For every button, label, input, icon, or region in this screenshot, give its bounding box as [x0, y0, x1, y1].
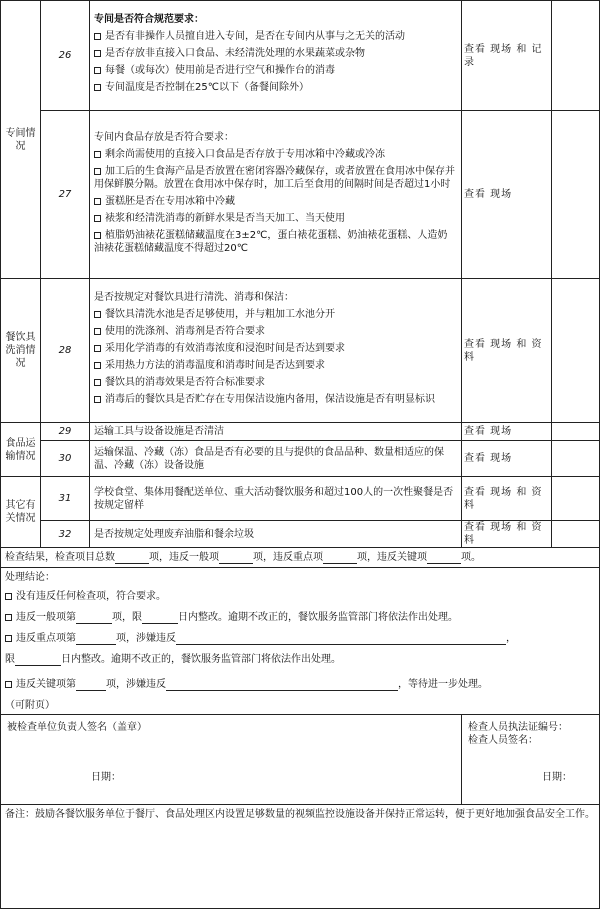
- category-zhuanjian: 专间情况: [1, 1, 41, 279]
- check-item[interactable]: 采用化学消毒的有效消毒浓度和浸泡时间是否达到要求: [94, 342, 457, 355]
- inspector-cert-label: 检查人员执法证编号：: [468, 722, 568, 733]
- category-qita: 其它有关情况: [1, 477, 41, 548]
- category-canyinju: 餐饮具洗消情况: [1, 279, 41, 423]
- row-30: [1, 441, 600, 477]
- item-number-field[interactable]: [76, 633, 116, 645]
- requirement-heading: 专间是否符合规范要求：: [94, 14, 204, 25]
- check-item[interactable]: 餐饮具的消毒效果是否符合标准要求: [94, 376, 457, 389]
- check-method: 查看 现场: [462, 423, 552, 441]
- check-item[interactable]: 专间温度是否控制在25℃以下（备餐间除外）: [94, 81, 457, 94]
- conclusion-option-2[interactable]: 违反一般项第 项，限 日内整改。逾期不改正的，餐饮服务监管部门将依法作出处理。: [5, 611, 595, 624]
- checkbox[interactable]: [94, 84, 101, 91]
- requirement-cell: [90, 1, 462, 111]
- item-number: 29: [41, 423, 90, 441]
- result-summary: 检查结果，检查项目总数 项，违反一般项 项，违反重点项 项，违反关键项 项。: [1, 548, 600, 568]
- total-count-field[interactable]: [115, 552, 149, 564]
- conclusion-option-1[interactable]: 没有违反任何检查项，符合要求。: [5, 590, 595, 603]
- checkbox[interactable]: [5, 593, 12, 600]
- key-point-count-field[interactable]: [323, 552, 357, 564]
- check-item[interactable]: 使用的洗涤剂、消毒剂是否符合要求: [94, 325, 457, 338]
- check-item[interactable]: 剩余尚需使用的直接入口食品是否存放于专用冰箱中冷藏或冷冻: [94, 148, 457, 161]
- check-item[interactable]: 消毒后的餐饮具是否贮存在专用保洁设施内备用，保洁设施是否有明显标识: [94, 393, 457, 406]
- checkbox[interactable]: [94, 232, 101, 239]
- result-cell[interactable]: [552, 521, 600, 548]
- result-cell[interactable]: [552, 441, 600, 477]
- row-27: [1, 111, 600, 279]
- check-item[interactable]: 植脂奶油裱花蛋糕储藏温度在3±2℃，蛋白裱花蛋糕、奶油裱花蛋糕、人造奶油裱花蛋糕储藏温度不得超过20℃: [94, 229, 448, 254]
- checkbox[interactable]: [94, 67, 101, 74]
- checkbox[interactable]: [94, 50, 101, 57]
- row-29: [1, 423, 600, 441]
- conclusion-option-4[interactable]: 违反关键项第 项，涉嫌违反 ，等待进一步处理。: [5, 678, 595, 691]
- note-row: [1, 805, 600, 909]
- inspected-unit-signature[interactable]: [1, 715, 462, 805]
- check-item[interactable]: 加工后的生食海产品是否放置在密闭容器冷藏保存，或者放置在食用冰中保存并用保鲜膜分隔。放置在食用冰中保存时，加工后至食用的间隔时间是否超过1小时: [94, 165, 455, 190]
- check-item[interactable]: 蛋糕胚是否在专用冰箱中冷藏: [94, 195, 457, 208]
- check-item[interactable]: 裱浆和经清洗消毒的新鲜水果是否当天加工、当天使用: [94, 212, 457, 225]
- result-cell[interactable]: [552, 1, 600, 111]
- conclusion-title: 处理结论：: [5, 572, 55, 583]
- checkbox[interactable]: [5, 635, 12, 642]
- regulation-field[interactable]: [176, 633, 506, 645]
- requirement-text: 运输工具与设备设施是否清洁: [90, 423, 462, 441]
- result-cell[interactable]: [552, 477, 600, 521]
- general-count-field[interactable]: [219, 552, 253, 564]
- item-number-field[interactable]: [76, 679, 106, 691]
- inspected-unit-label: 被检查单位负责人签名（盖章）: [7, 722, 147, 733]
- requirement-text: 运输保温、冷藏（冻）食品是否有必要的且与提供的食品品种、数量相适应的保温、冷藏（冻）设备设施: [90, 441, 462, 477]
- result-cell[interactable]: [552, 423, 600, 441]
- checkbox[interactable]: [94, 379, 101, 386]
- days-field[interactable]: [142, 612, 178, 624]
- check-method: 查看 现场 和 资料: [462, 521, 552, 548]
- requirement-heading: 专间内食品存放是否符合要求：: [94, 131, 234, 143]
- inspector-date: 日期：: [542, 772, 572, 783]
- result-summary-row: [1, 548, 600, 568]
- check-method: 查看 现场 和 资料: [462, 477, 552, 521]
- checkbox[interactable]: [94, 33, 101, 40]
- item-number-field[interactable]: [76, 612, 112, 624]
- row-31: [1, 477, 600, 521]
- row-26: [1, 1, 600, 111]
- checkbox[interactable]: [94, 362, 101, 369]
- row-32: [1, 521, 600, 548]
- signature-row: [1, 715, 600, 805]
- requirement-text: 学校食堂、集体用餐配送单位、重大活动餐饮服务和超过100人的一次性聚餐是否按规定留样: [90, 477, 462, 521]
- check-item[interactable]: 每餐（或每次）使用前是否进行空气和操作台的消毒: [94, 64, 457, 77]
- requirement-heading: 是否按规定对餐饮具进行清洗、消毒和保洁：: [94, 292, 294, 303]
- check-item[interactable]: 餐饮具清洗水池是否足够使用，并与粗加工水池分开: [94, 308, 457, 321]
- item-number: 28: [41, 279, 90, 423]
- conclusion-row: [1, 568, 600, 715]
- check-item[interactable]: 采用热力方法的消毒温度和消毒时间是否达到要求: [94, 359, 457, 372]
- requirement-cell: [90, 279, 462, 423]
- checkbox[interactable]: [94, 396, 101, 403]
- result-cell[interactable]: [552, 111, 600, 279]
- item-number: 27: [41, 111, 90, 279]
- inspector-signature[interactable]: [462, 715, 600, 805]
- checkbox[interactable]: [94, 215, 101, 222]
- conclusion-block: [1, 568, 600, 715]
- item-number: 31: [41, 477, 90, 521]
- check-method: 查看 现场 和 资料: [462, 279, 552, 423]
- attachment-note: （可附页）: [5, 700, 55, 711]
- check-item[interactable]: 是否存放非直接入口食品、未经清洗处理的水果蔬菜或杂物: [94, 47, 457, 60]
- check-method: 查看 现场: [462, 111, 552, 279]
- checkbox[interactable]: [94, 168, 101, 175]
- checkbox[interactable]: [5, 614, 12, 621]
- item-number: 30: [41, 441, 90, 477]
- item-number: 32: [41, 521, 90, 548]
- regulation-field[interactable]: [166, 679, 398, 691]
- category-shipin: 食品运输情况: [1, 423, 41, 477]
- check-method: 查看 现场: [462, 441, 552, 477]
- remarks: 备注：鼓励各餐饮服务单位于餐厅、食品处理区内设置足够数量的视频监控设施设备并保持正常运转，便于更好地加强食品安全工作。: [1, 805, 600, 909]
- check-item[interactable]: 是否有非操作人员擅自进入专间，是否在专间内从事与之无关的活动: [94, 30, 457, 43]
- item-number: 26: [41, 1, 90, 111]
- row-28: [1, 279, 600, 423]
- result-cell[interactable]: [552, 279, 600, 423]
- requirement-cell: [90, 111, 462, 279]
- checkbox[interactable]: [94, 311, 101, 318]
- checkbox[interactable]: [94, 328, 101, 335]
- inspected-unit-date: 日期：: [91, 772, 121, 783]
- checkbox[interactable]: [94, 345, 101, 352]
- check-method: 查看 现场 和 记录: [462, 1, 552, 111]
- critical-count-field[interactable]: [427, 552, 461, 564]
- days-field[interactable]: [15, 654, 61, 666]
- inspector-sign-label: 检查人员签名：: [468, 735, 538, 746]
- checkbox[interactable]: [5, 681, 12, 688]
- checkbox[interactable]: [94, 198, 101, 205]
- conclusion-option-3[interactable]: 违反重点项第 项，涉嫌违反 ，: [5, 632, 595, 645]
- requirement-text: 是否按规定处理废弃油脂和餐余垃圾: [90, 521, 462, 548]
- conclusion-option-3-cont: 限 日内整改。逾期不改正的，餐饮服务监管部门将依法作出处理。: [5, 654, 341, 665]
- checkbox[interactable]: [94, 151, 101, 158]
